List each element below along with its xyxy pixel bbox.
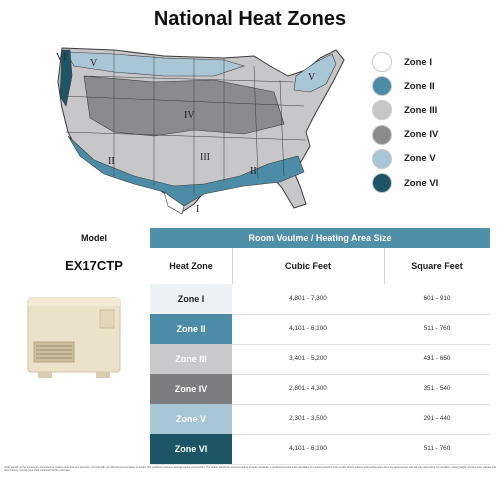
square-feet-cell: 431 - 650: [423, 355, 451, 362]
zone-cell: Zone II: [150, 314, 232, 344]
square-feet-cell: 511 - 760: [423, 325, 451, 332]
room-volume-header: Room Voulme / Heating Area Size: [150, 228, 490, 248]
cubic-feet-cell: 4,801 - 7,300: [289, 295, 327, 302]
zone-label-i: I: [196, 204, 200, 215]
square-feet-cell: 351 - 540: [423, 385, 451, 392]
zone-label-v-west: V: [90, 58, 98, 69]
model-name: EX17CTP: [65, 258, 123, 273]
cubic-feet-column-header: Cubic Feet: [232, 248, 385, 284]
model-header: Model: [40, 228, 148, 248]
disclaimer-text: Chart should not be exclusively depended for heating load and size selection. Consult with your Rinnai representative or dealer. The guidelines assume average house construction. The heater should be sized according to local standards; a professional heat load calculation is recommended for best results. Room volume and heating area sizes are approximate and will vary depending on insulation, ceiling height, window area, climate and other factors. Consult your local contractor before purchase.: [4, 466, 496, 473]
zone-swatch: [372, 149, 392, 169]
zone-swatch: [372, 76, 392, 96]
zone-swatch: [372, 125, 392, 145]
zone-label-ii-west: II: [108, 156, 115, 167]
legend-item: [372, 123, 492, 147]
zone-cell: Zone V: [150, 404, 232, 434]
zone-cell: Zone I: [150, 284, 232, 314]
table-row: [150, 344, 490, 375]
zone-label-ii-east: II: [250, 166, 257, 177]
legend-item: [372, 171, 492, 195]
cubic-feet-cell: 3,401 - 5,200: [289, 355, 327, 362]
cubic-feet-cell: 2,801 - 4,300: [289, 385, 327, 392]
zone-cell: Zone IV: [150, 374, 232, 404]
zone-legend: [372, 50, 492, 195]
zone-label-iii: III: [200, 152, 210, 163]
legend-label: Zone V: [404, 153, 436, 165]
zone-swatch: [372, 173, 392, 193]
table-row: [150, 434, 490, 465]
us-heat-zone-map: [44, 36, 360, 216]
legend-label: Zone II: [404, 80, 435, 92]
table-row: [150, 314, 490, 345]
square-feet-column-header: Square Feet: [411, 261, 463, 271]
square-feet-cell: 601 - 910: [423, 295, 451, 302]
zone-label-v-east: V: [308, 72, 316, 83]
legend-label: Zone IV: [404, 129, 439, 141]
cubic-feet-cell: 4,101 - 6,100: [289, 325, 327, 332]
table-row: [150, 374, 490, 405]
table-row: [150, 284, 490, 315]
heat-zone-column-header: Heat Zone: [150, 248, 233, 284]
zone-cell: Zone III: [150, 344, 232, 374]
legend-label: Zone III: [404, 104, 438, 116]
legend-label: Zone I: [404, 56, 432, 68]
square-feet-cell: 511 - 760: [423, 445, 451, 452]
cubic-feet-cell: 4,101 - 6,100: [289, 445, 327, 452]
cubic-feet-cell: 2,301 - 3,500: [289, 415, 327, 422]
page-title: National Heat Zones: [153, 8, 347, 30]
legend-item: [372, 50, 492, 74]
zone-label-vi: VI: [56, 52, 67, 63]
zone-swatch: [372, 100, 392, 120]
zone-swatch: [372, 52, 392, 72]
legend-label: Zone VI: [404, 177, 439, 189]
legend-item: [372, 98, 492, 122]
table-row: [150, 404, 490, 435]
zone-label-iv: IV: [184, 110, 195, 121]
heater-product-image: [24, 292, 124, 388]
square-feet-cell: 291 - 440: [423, 415, 451, 422]
zone-cell: Zone VI: [150, 434, 232, 464]
legend-item: [372, 74, 492, 98]
legend-item: [372, 147, 492, 171]
